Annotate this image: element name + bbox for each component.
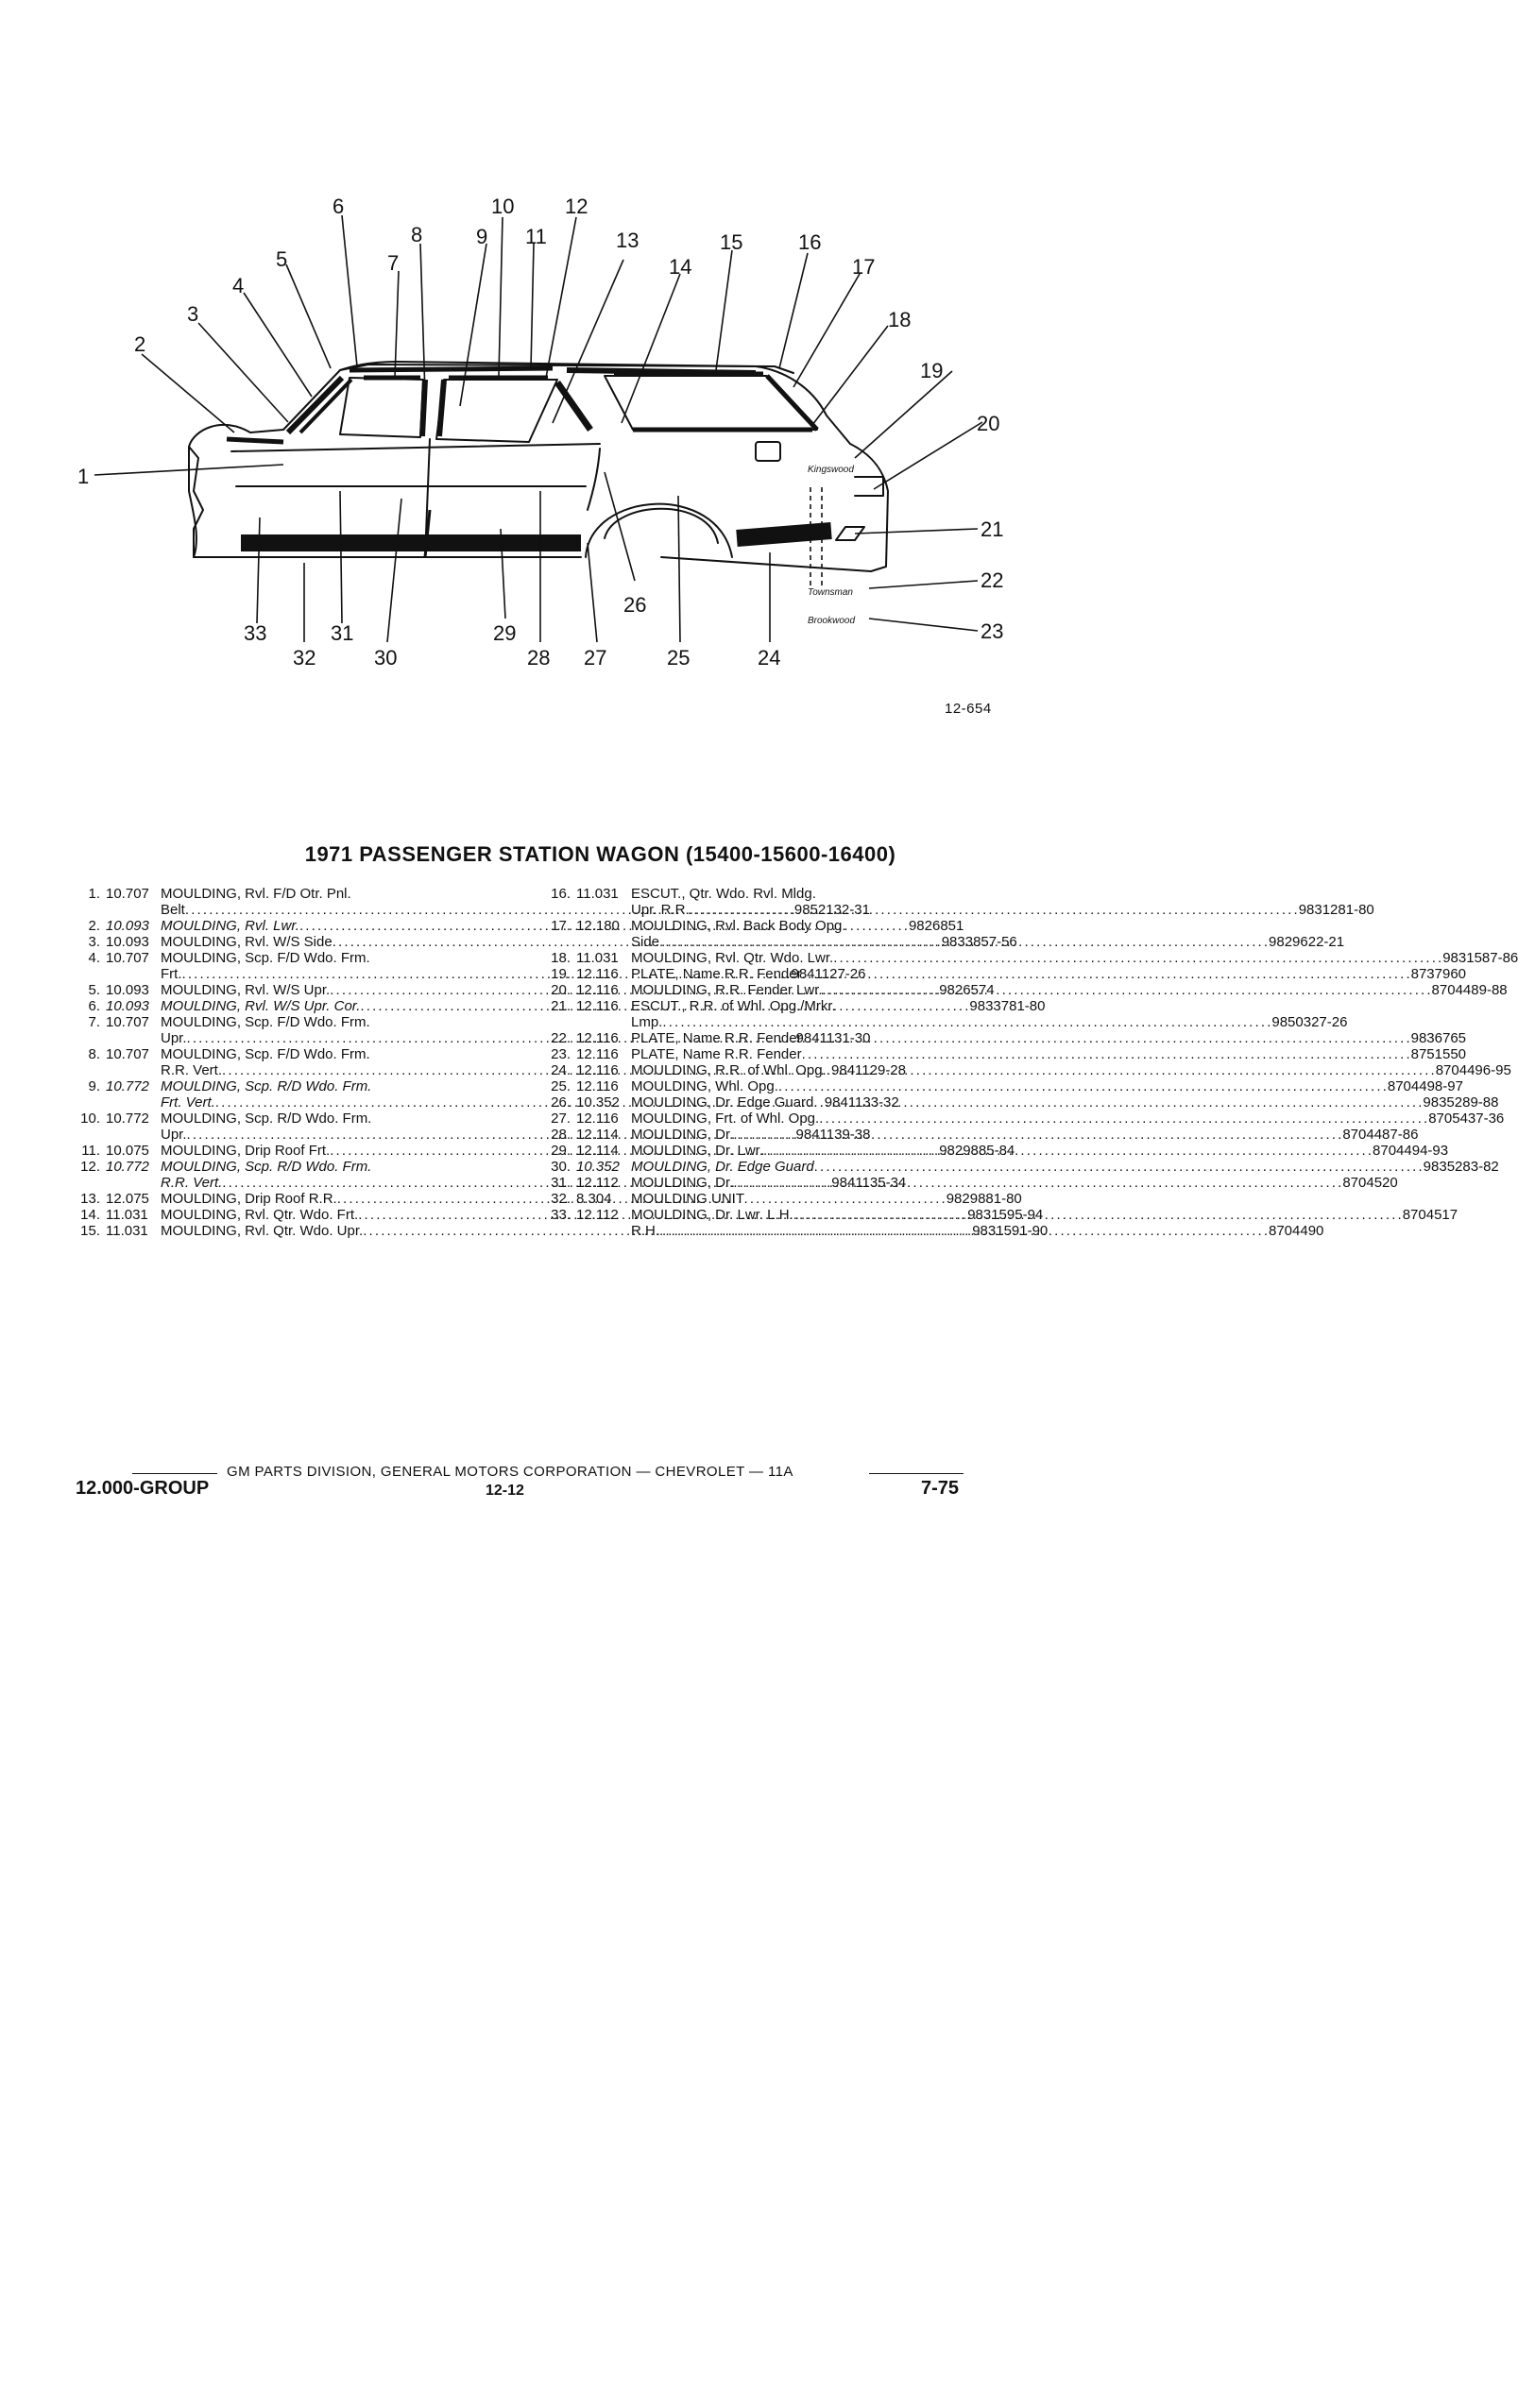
group-number: 11.031	[576, 950, 619, 966]
part-description: MOULDING, Scp. R/D Wdo. Frm.	[161, 1078, 372, 1094]
parts-entry	[550, 950, 1518, 966]
part-number: 8704487-86	[1342, 1127, 1419, 1143]
parts-entry-line	[550, 1111, 1505, 1127]
group-number: 12.114	[576, 1143, 619, 1159]
callout-11: 11	[525, 225, 547, 248]
callout-28: 28	[527, 646, 551, 670]
item-number: 31.	[551, 1175, 571, 1191]
item-number: 28.	[551, 1127, 571, 1143]
part-number: 9841135-34	[831, 1175, 907, 1191]
callout-25: 25	[667, 646, 691, 670]
group-number: 12.180	[576, 918, 620, 934]
part-description: MOULDING, Scp. F/D Wdo. Frm.	[161, 1014, 370, 1030]
part-description: Lmp.	[631, 1014, 663, 1030]
part-number: 8704517	[1402, 1207, 1458, 1223]
group-number: 10.093	[106, 998, 149, 1014]
item-number: 30.	[551, 1159, 571, 1175]
callout-31: 31	[331, 621, 354, 645]
parts-entry	[550, 1046, 1467, 1062]
callout-1: 1	[77, 465, 90, 488]
item-number: 8.	[88, 1046, 100, 1062]
part-number: 9829885-84	[939, 1143, 1015, 1159]
callout-17: 17	[852, 255, 876, 279]
badge-22: Townsman	[808, 587, 853, 598]
part-number: 9841129-28	[831, 1062, 906, 1078]
group-number: 12.116	[576, 1030, 619, 1046]
footer-rule-right	[869, 1473, 964, 1474]
callout-26: 26	[623, 593, 647, 617]
part-number: 8704498-97	[1387, 1078, 1463, 1094]
callout-9: 9	[476, 225, 488, 248]
rear-door-rear-edge	[588, 449, 600, 510]
group-number: 12.112	[576, 1175, 619, 1191]
callout-3: 3	[187, 302, 199, 326]
part-description: Frt. Vert.	[161, 1094, 215, 1111]
parts-entry-line	[550, 1223, 1324, 1239]
leader-dots	[802, 1030, 1409, 1046]
part-description: MOULDING, Scp. R/D Wdo. Frm.	[161, 1111, 372, 1127]
part-description: Frt.	[161, 966, 182, 982]
part-description: MOULDING, Rvl. F/D Otr. Pnl.	[161, 886, 351, 902]
part-description: Belt	[161, 902, 185, 918]
part-number: 9826574	[939, 982, 995, 998]
part-description: MOULDING, Frt. of Whl. Opg.	[631, 1111, 820, 1127]
part-description: Side	[631, 934, 660, 950]
group-number: 10.707	[106, 886, 149, 902]
parts-entry	[550, 1111, 1505, 1127]
footer-page-number: 12-12	[486, 1483, 524, 1499]
item-number: 4.	[88, 950, 100, 966]
group-number: 11.031	[106, 1207, 148, 1223]
callout-12: 12	[565, 195, 588, 218]
part-number: 9833781-80	[969, 998, 1046, 1014]
group-number: 12.116	[576, 998, 619, 1014]
part-number: 8751550	[1410, 1046, 1467, 1062]
footer-group: 12.000-GROUP	[76, 1478, 210, 1499]
part-description: MOULDING, Dr. Lwr.	[631, 1143, 764, 1159]
part-description: Upr. R.R.	[631, 902, 690, 918]
item-number: 20.	[551, 982, 571, 998]
part-number: 9829622-21	[1269, 934, 1345, 950]
part-description: MOULDING, Scp. F/D Wdo. Frm.	[161, 1046, 370, 1062]
footer-rule-left	[132, 1473, 217, 1474]
item-number: 11.	[81, 1143, 100, 1159]
part-description: MOULDING, Drip Roof R.R.	[161, 1191, 337, 1207]
leader-dots	[763, 1143, 1371, 1159]
part-number: 9841131-30	[795, 1030, 871, 1046]
callout-21: 21	[981, 517, 1004, 541]
callout-2: 2	[134, 332, 146, 356]
parts-entry-line	[550, 1062, 1511, 1078]
part-number: 9841133-32	[824, 1094, 899, 1111]
parts-entry-line	[550, 886, 1022, 902]
part-description: MOULDING, Scp. R/D Wdo. Frm.	[161, 1159, 372, 1175]
group-number: 10.093	[106, 982, 149, 998]
parts-entry	[550, 1175, 1398, 1191]
parts-entry	[550, 1207, 1458, 1239]
parts-entry-line	[550, 950, 1518, 966]
group-number: 11.031	[106, 1223, 148, 1239]
leader-dots	[823, 982, 1430, 998]
group-number: 12.116	[576, 982, 619, 998]
leader-dots	[833, 950, 1441, 966]
part-description: MOULDING, R.R. of Whl. Opg.	[631, 1062, 827, 1078]
part-number: 9852132-31	[793, 902, 870, 918]
part-description: MOULDING, Dr. Edge Guard	[631, 1094, 814, 1111]
callout-15: 15	[720, 230, 743, 254]
part-number: 8705437-36	[1428, 1111, 1505, 1127]
leader-dots	[733, 1127, 1340, 1143]
item-number: 24.	[551, 1062, 571, 1078]
moulding-back-body-side	[767, 376, 817, 430]
front-door-window	[340, 378, 423, 437]
part-number: 9831591-90	[972, 1223, 1049, 1239]
footer-division: GM PARTS DIVISION, GENERAL MOTORS CORPORATION — CHEVROLET — 11A	[227, 1464, 793, 1480]
callout-18: 18	[888, 308, 912, 331]
part-description: MOULDING, Rvl. Lwr.	[161, 918, 299, 934]
belt-line	[231, 444, 600, 451]
part-description: PLATE, Name R.R. Fender	[631, 966, 802, 982]
part-number: 9835283-82	[1423, 1159, 1499, 1175]
callout-13: 13	[616, 229, 640, 252]
parts-entry	[550, 1094, 1499, 1111]
part-number: 9850327-26	[1271, 1014, 1348, 1030]
leader-dots	[659, 934, 1267, 950]
parts-entry-line	[550, 1094, 1499, 1111]
leader-dots	[690, 902, 1297, 918]
part-number: 9833857-56	[941, 934, 1017, 950]
fuel-door	[756, 442, 780, 461]
part-description: PLATE, Name R.R. Fender	[631, 1030, 802, 1046]
callout-4: 4	[232, 274, 245, 297]
item-number: 3.	[88, 934, 100, 950]
parts-entry-line	[550, 1207, 1458, 1223]
item-number: 18.	[551, 950, 571, 966]
moulding-belt	[227, 439, 283, 442]
part-number: 8704489-88	[1431, 982, 1508, 998]
part-description: R.R. Vert.	[161, 1175, 223, 1191]
part-number: 9831281-80	[1298, 902, 1374, 918]
group-number: 10.707	[106, 950, 149, 966]
part-number: 9841139-38	[795, 1127, 871, 1143]
item-number: 16.	[551, 886, 571, 902]
part-description: R.H.	[631, 1223, 659, 1239]
leader-dots	[802, 966, 1409, 982]
parts-entry-line	[79, 1078, 552, 1094]
group-number: 10.352	[576, 1159, 620, 1175]
moulding-drip-roof	[350, 368, 553, 370]
part-number: 9831595-94	[967, 1207, 1044, 1223]
part-number: 9826851	[908, 918, 964, 934]
item-number: 14.	[80, 1207, 100, 1223]
moulding-windshield-side	[288, 378, 342, 432]
item-number: 29.	[551, 1143, 571, 1159]
parts-entry	[550, 1191, 1022, 1207]
part-number: 8704494-93	[1373, 1143, 1449, 1159]
part-number: 8737960	[1410, 966, 1467, 982]
callout-24: 24	[758, 646, 781, 670]
part-description: MOULDING, Rvl. W/S Side	[161, 934, 333, 950]
group-number: 10.093	[106, 918, 149, 934]
group-number: 10.075	[106, 1143, 149, 1159]
part-description: MOULDING, Rvl. Qtr. Wdo. Lwr.	[631, 950, 834, 966]
callout-19: 19	[920, 359, 944, 382]
part-number: 9829881-80	[946, 1191, 1022, 1207]
callout-22: 22	[981, 568, 1004, 592]
moulding-rear-door-vertical	[557, 382, 590, 430]
parts-entry	[550, 1078, 1463, 1094]
group-number: 12.116	[576, 1111, 619, 1127]
group-number: 10.707	[106, 1046, 149, 1062]
parts-entry-line	[550, 1046, 1467, 1062]
item-number: 9.	[88, 1078, 100, 1094]
group-number: 12.116	[576, 1078, 619, 1094]
parts-entry-line	[550, 1191, 1022, 1207]
callout-20: 20	[977, 412, 1000, 435]
parts-entry-line	[550, 1175, 1398, 1191]
group-number: 12.112	[576, 1207, 619, 1223]
parts-entry-line	[79, 1159, 552, 1175]
part-description: ESCUT., R.R. of Whl. Opg./Mrkr.	[631, 998, 836, 1014]
part-description: R.R. Vert.	[161, 1062, 223, 1078]
group-number: 12.116	[576, 1062, 619, 1078]
callout-8: 8	[411, 223, 423, 246]
item-number: 1.	[88, 886, 100, 902]
group-number: 10.093	[106, 934, 149, 950]
item-number: 15.	[80, 1223, 100, 1239]
part-description: MOULDING, Dr. Edge Guard	[631, 1159, 814, 1175]
group-number: 12.116	[576, 966, 619, 982]
group-number: 8.304	[576, 1191, 612, 1207]
leader-dots	[827, 1062, 1434, 1078]
leader-dots	[778, 1078, 1386, 1094]
parts-entry	[550, 966, 1467, 982]
leader-dots	[662, 1014, 1270, 1030]
part-number: 8704490	[1269, 1223, 1324, 1239]
item-number: 19.	[551, 966, 571, 982]
item-number: 5.	[88, 982, 100, 998]
group-number: 12.114	[576, 1127, 619, 1143]
part-number: 9836765	[1410, 1030, 1467, 1046]
page-title: 1971 PASSENGER STATION WAGON (15400-15600-16400)	[304, 842, 896, 866]
group-number: 10.772	[106, 1159, 149, 1175]
callout-10: 10	[491, 195, 515, 218]
callout-33: 33	[244, 621, 267, 645]
item-number: 13.	[80, 1191, 100, 1207]
parts-entry-line	[79, 1014, 552, 1030]
group-number: 11.031	[576, 886, 619, 902]
part-description: Upr.	[161, 1127, 187, 1143]
part-description: MOULDING, Rvl. W/S Upr. Cor.	[161, 998, 361, 1014]
part-number: 9835289-88	[1423, 1094, 1499, 1111]
moulding-rr-fender-lower	[737, 531, 831, 538]
parts-entry-line	[79, 1046, 552, 1062]
part-description: MOULDING, Dr. Lwr. L.H.	[631, 1207, 793, 1223]
item-number: 12.	[80, 1159, 100, 1175]
rear-door-window	[436, 380, 557, 442]
parts-entry	[550, 1062, 1511, 1078]
leader-dots	[814, 1159, 1422, 1175]
badge-19: Kingswood	[808, 465, 854, 475]
parts-entry	[550, 1159, 1499, 1175]
parts-entry	[550, 1127, 1419, 1143]
parts-entry-line	[550, 934, 1345, 950]
parts-entry-line	[79, 950, 552, 966]
parts-entry	[550, 918, 1345, 950]
station-wagon-moulding-diagram	[0, 0, 1201, 718]
part-description: MOULDING, Rvl. Qtr. Wdo. Frt.	[161, 1207, 359, 1223]
callout-29: 29	[493, 621, 517, 645]
leader-dots	[793, 1207, 1401, 1223]
part-number: 9841127-26	[791, 966, 866, 982]
parts-entry-line	[550, 982, 1508, 998]
group-number: 10.707	[106, 1014, 149, 1030]
leader-dots	[819, 1111, 1426, 1127]
part-description: MOULDING UNIT	[631, 1191, 744, 1207]
parts-entry-line	[550, 902, 1374, 918]
group-number: 10.772	[106, 1078, 149, 1094]
part-number: 8704496-95	[1435, 1062, 1511, 1078]
parts-entry-line	[550, 1014, 1348, 1030]
item-number: 32.	[551, 1191, 571, 1207]
leader-dots	[802, 1046, 1409, 1062]
callout-14: 14	[669, 255, 692, 279]
moulding-window-frame-vertical-2	[439, 380, 444, 436]
part-description: MOULDING, Scp. F/D Wdo. Frm.	[161, 950, 370, 966]
item-number: 10.	[80, 1111, 100, 1127]
parts-list-right	[550, 886, 1518, 1239]
badge-23: Brookwood	[808, 616, 856, 626]
part-description: PLATE, Name R.R. Fender	[631, 1046, 802, 1062]
parts-entry	[550, 1143, 1449, 1159]
group-number: 12.116	[576, 1046, 619, 1062]
callout-23: 23	[981, 619, 1004, 643]
parts-entry-line	[79, 934, 1017, 950]
parts-entry-line	[550, 1159, 1499, 1175]
part-number: 8704520	[1342, 1175, 1398, 1191]
item-number: 25.	[551, 1078, 571, 1094]
leader-dots	[659, 1223, 1267, 1239]
parts-entry	[550, 1030, 1467, 1046]
part-description: MOULDING, R.R. Fender Lwr.	[631, 982, 823, 998]
parts-entry	[550, 998, 1348, 1030]
callout-5: 5	[276, 247, 288, 271]
item-number: 6.	[88, 998, 100, 1014]
parts-entry-line	[550, 998, 1022, 1014]
parts-entry-line	[79, 886, 552, 902]
footer-date: 7-75	[921, 1478, 960, 1499]
figure-number: 12-654	[945, 701, 992, 717]
part-description: MOULDING, Drip Roof Frt.	[161, 1143, 331, 1159]
callout-7: 7	[387, 251, 400, 275]
item-number: 2.	[88, 918, 100, 934]
item-number: 27.	[551, 1111, 571, 1127]
parts-entry-line	[550, 1143, 1449, 1159]
part-description: MOULDING, Rvl. Back Body Opg.	[631, 918, 846, 934]
item-number: 17.	[551, 918, 571, 934]
part-description: MOULDING, Dr.	[631, 1175, 734, 1191]
callout-32: 32	[293, 646, 316, 670]
parts-entry	[550, 982, 1508, 998]
parts-entry-line	[550, 1078, 1463, 1094]
leader-dots	[733, 1175, 1340, 1191]
group-number: 10.352	[576, 1094, 620, 1111]
item-number: 26.	[551, 1094, 571, 1111]
parts-entry-line	[550, 918, 1022, 934]
parts-entry	[79, 934, 1017, 950]
callout-27: 27	[584, 646, 607, 670]
item-number: 23.	[551, 1046, 571, 1062]
part-description: ESCUT., Qtr. Wdo. Rvl. Mldg.	[631, 886, 816, 902]
parts-entry	[550, 886, 1374, 918]
part-description: MOULDING, Whl. Opg.	[631, 1078, 778, 1094]
callout-16: 16	[798, 230, 822, 254]
parts-entry-line	[79, 1111, 552, 1127]
item-number: 22.	[551, 1030, 571, 1046]
callout-6: 6	[333, 195, 345, 218]
part-number: 9831587-86	[1442, 950, 1518, 966]
parts-entry-line	[550, 1127, 1419, 1143]
item-number: 33.	[551, 1207, 571, 1223]
part-description: Upr.	[161, 1030, 187, 1046]
part-description: MOULDING, Dr.	[631, 1127, 734, 1143]
part-description: MOULDING, Rvl. W/S Upr.	[161, 982, 331, 998]
parts-entry-line	[550, 1030, 1467, 1046]
callout-30: 30	[374, 646, 398, 670]
group-number: 12.075	[106, 1191, 149, 1207]
item-number: 21.	[551, 998, 571, 1014]
item-number: 7.	[88, 1014, 100, 1030]
leader-dots	[813, 1094, 1421, 1111]
group-number: 10.772	[106, 1111, 149, 1127]
part-description: MOULDING, Rvl. Qtr. Wdo. Upr.	[161, 1223, 364, 1239]
parts-entry-line	[550, 966, 1467, 982]
moulding-windshield-side-2	[300, 380, 351, 432]
